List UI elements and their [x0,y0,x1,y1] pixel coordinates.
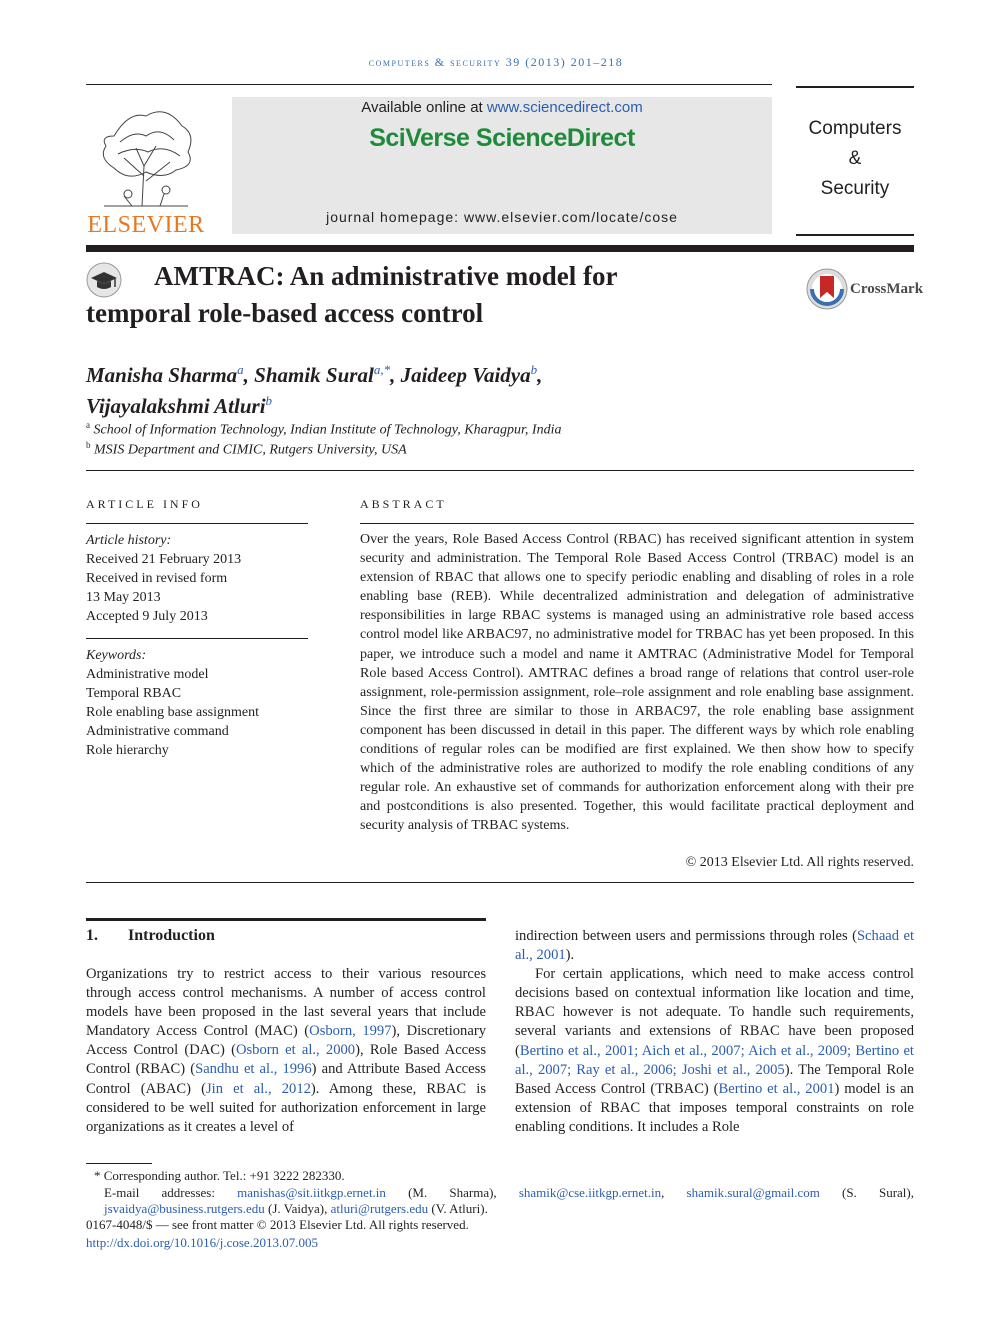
running-head: computers & security 39 (2013) 201–218 [368,55,624,69]
section-heading: 1. Introduction [86,927,215,944]
issn-line: 0167-4048/$ — see front matter © 2013 Elsevier Ltd. All rights reserved. [86,1217,469,1232]
author-name[interactable]: Manisha Sharma [86,363,238,387]
affiliation-mark[interactable]: b [265,393,273,408]
citation-link[interactable]: Osborn, 1997 [309,1023,392,1040]
affiliation-mark[interactable]: a,* [373,362,391,377]
citation-link[interactable]: Sandhu et al., 1996 [195,1061,312,1078]
intro-rule [86,918,486,921]
section-rule [86,882,914,883]
keywords: Keywords: Administrative model Temporal RBAC Role enabling base assignment Administrative command Role hierarchy [86,646,308,760]
email-addresses: E-mail addresses: manishas@sit.iitkgp.ernet.in (M. Sharma), shamik@cse.iitkgp.ernet.in, shamik.sural@gmail.com (S. Sural), jsvaidya@business.rutgers.edu (J. Vaidya), atluri@rutgers.edu (V. Atluri). [104,1185,914,1217]
header-rule [86,84,772,85]
citation-link[interactable]: Schaad et al., 2001 [515,928,914,964]
intro-right-column: indirection between users and permissions through roles (Schaad et al., 2001). For certain applications, which need to make access control decisions based on contextual information like location and time, RBAC however is not adequate. To handle such requirements, several variants and extensions of RBAC have been proposed (Bertino et al., 2001; Aich et al., 2007; Aich et al., 2009; Bertino et al., 2007; Ray et al., 2006; Joshi et al., 2005). The Temporal Role Based Access Control (TRBAC) (Bertino et al., 2001) model is an extension of RBAC that imposes temporal constraints on role enabling conditions. It includes a Role [515,928,915,1135]
author-list: Manisha Sharma$^a$, Shamik Sural$^{a,*}$, Jaideep Vaidya$^b$, Vijayalakshmi Atluri$^b$ [86,362,543,418]
email-link[interactable]: manishas@sit.iitkgp.ernet.in [237,1185,386,1200]
keyword: Administrative model [86,667,209,682]
citation-link[interactable]: Bertino et al., 2001; Aich et al., 2007; Aich et al., 2009; Bertino et al., 2007; Ray et al., 2006; Joshi et al., 2005 [515,1042,914,1078]
footnote-rule [86,1163,152,1164]
author-name[interactable]: Shamik Sural [254,363,374,387]
email-link[interactable]: shamik.sural@gmail.com [686,1185,820,1200]
info-rule [86,638,308,639]
article-title: AMTRAC: An administrative model for temporal role-based access control [86,261,618,328]
section-rule [86,470,914,471]
abstract-text: Over the years, Role Based Access Control (RBAC) has received significant attention in system security and administration. The Temporal Role Based Access Control (TRBAC) model is an extension of RBAC that allows one to specify periodic enabling and disabling of roles in a role enabling base (REB). While decentralized administration and delegation of administrative responsibilities in large RBAC systems is managed using an administrative role based access control model like ARBAC97, no administrative model for TRBAC has yet been proposed. In this paper, we introduce such a model and name it AMTRAC (Administrative Model for Temporal Role based Access Control). AMTRAC defines a broad range of relations that control user-role assignment, role-permission assignment, role–role assignment and role enabling base assignment. Since the first three are similar to those in ARBAC97, the role enabling base assignment component has been discussed in detail in this paper. The different ways by which role enabling conditions of regular roles can be modified are first explained. We then show how to specify which of the administrative roles are authorized to modify the role enabling conditions of any regular role. An exhaustive set of commands for authorization enforcement along with their pre and postconditions is also presented. Together, this would facilitate practical deployment and security analysis of TRBAC systems. [360,532,914,834]
keyword: Temporal RBAC [86,686,182,701]
corresponding-author-note: * Corresponding author. Tel.: +91 3222 282330. [94,1168,345,1183]
abstract-heading: ABSTRACT [360,497,447,511]
doi-link[interactable]: http://dx.doi.org/10.1016/j.cose.2013.07.005 [86,1235,318,1250]
affiliation: $^b$ MSIS Department and CIMIC, Rutgers University, USA [86,440,407,458]
journal-title: Computers & Security [808,118,902,199]
citation-link[interactable]: Osborn et al., 2000 [235,1042,356,1059]
email-link[interactable]: shamik@cse.iitkgp.ernet.in [518,1185,662,1200]
citation-link[interactable]: Jin et al., 2012 [205,1080,311,1097]
crossmark-label[interactable]: CrossMark [850,281,924,297]
keyword: Role hierarchy [86,743,169,758]
platform-logo: SciVerse ScienceDirect [369,124,635,152]
author-name[interactable]: Jaideep Vaidya [400,363,531,387]
email-link[interactable]: atluri@rutgers.edu [330,1201,429,1217]
affiliation-mark[interactable]: b [530,362,538,377]
affiliation: $^a$ School of Information Technology, Indian Institute of Technology, Kharagpur, India [86,420,562,438]
title-rule [86,245,914,252]
intro-left-column: Organizations try to restrict access to their various resources through access control mechanisms. A number of access control models have been proposed in the last several years that include Mandatory Access Control (MAC) (Osborn, 1997), Discretionary Access Control (DAC) (Osborn et al., 2000), Role Based Access Control (RBAC) (Sandhu et al., 1996) and Attribute Based Access Control (ABAC) (Jin et al., 2012). Among these, RBAC is considered to be well suited for authorization enforcement in large organizations as it creates a level of [86,966,486,1135]
available-online: Available online at www.sciencedirect.com [361,99,643,116]
abstract-copyright: © 2013 Elsevier Ltd. All rights reserved. [685,855,914,870]
abstract-rule [360,523,914,524]
article-info-heading: ARTICLE INFO [86,497,203,511]
affiliation-mark[interactable]: a [237,362,244,377]
citation-link[interactable]: Bertino et al., 2001 [718,1080,835,1097]
sciencedirect-link[interactable]: www.sciencedirect.com [486,99,643,116]
email-link[interactable]: jsvaidya@business.rutgers.edu [104,1201,265,1217]
info-rule [86,523,308,524]
author-name[interactable]: Vijayalakshmi Atluri [86,394,266,418]
publisher-wordmark: ELSEVIER [87,212,205,238]
journal-homepage[interactable]: journal homepage: www.elsevier.com/locate/cose [326,209,678,225]
keyword: Role enabling base assignment [86,705,260,720]
keyword: Administrative command [86,724,229,739]
article-history: Article history: Received 21 February 2013 Received in revised form 13 May 2013 Accepted 9 July 2013 [86,533,242,624]
